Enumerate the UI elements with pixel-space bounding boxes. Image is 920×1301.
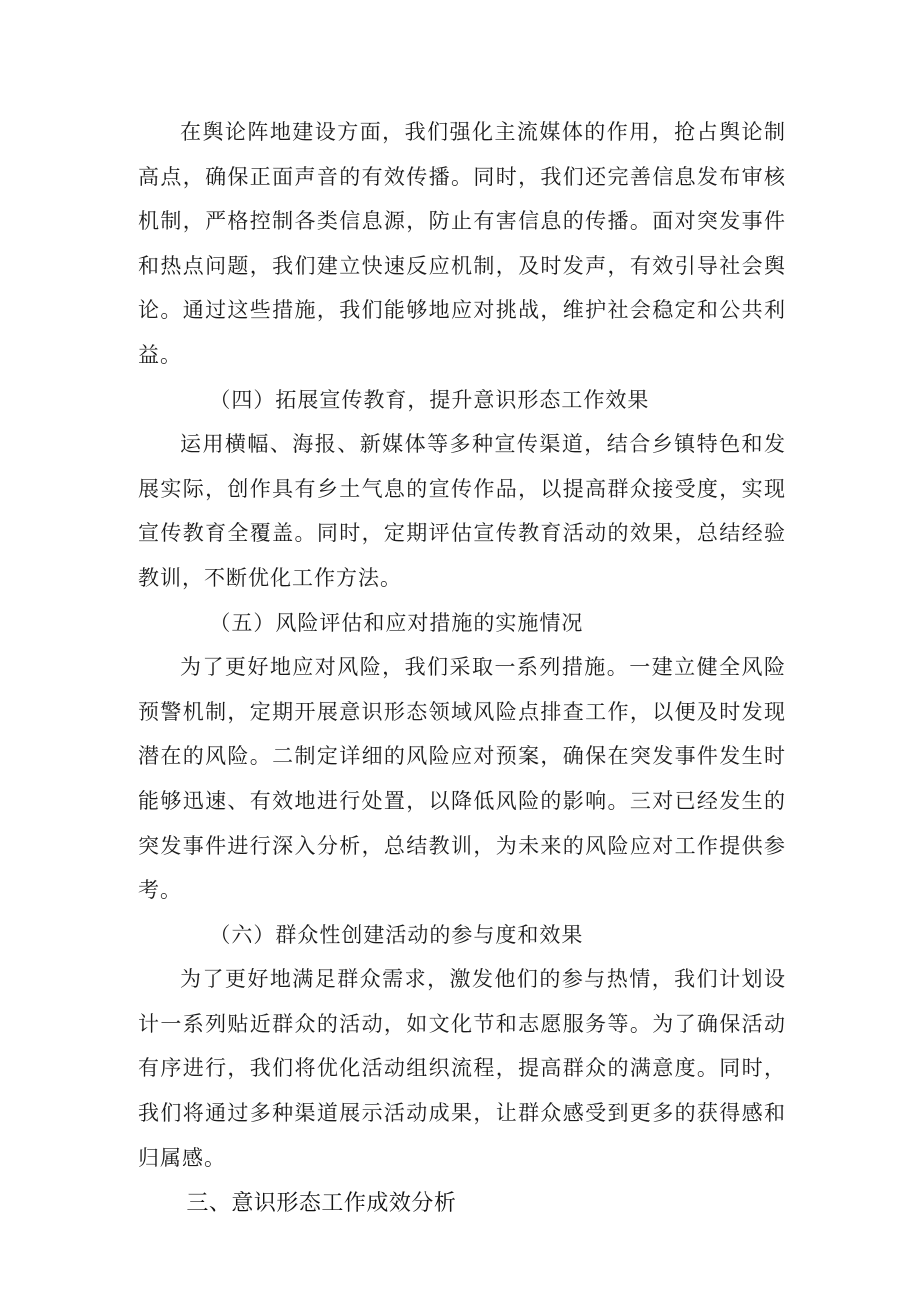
section-heading-effectiveness: 三、意识形态工作成效分析 — [186, 1191, 457, 1217]
subheading-risk-assessment: （五）风险评估和应对措施的实施情况 — [209, 610, 584, 635]
paragraph-public-opinion: 在舆论阵地建设方面，我们强化主流媒体的作用，抢占舆论制高点，确保正面声音的有效传播。同时，我们还完善信息发布审核机制，严格控制各类信息源，防止有害信息的传播。面对突发事件和热点问题，我们建立快速反应机制，及时发声，有效引导社会舆论。通过这些措施，我们能够地应对挑战，维护社会稳定和公共利益。 — [138, 120, 786, 367]
paragraph-mass-activities: 为了更好地满足群众需求，激发他们的参与热情，我们计划设计一系列贴近群众的活动，如文化节和志愿服务等。为了确保活动有序进行，我们将优化活动组织流程，提高群众的满意度。同时，我们将通过多种渠道展示活动成果，让群众感受到更多的获得感和归属感。 — [138, 967, 786, 1170]
subheading-mass-activities: （六）群众性创建活动的参与度和效果 — [209, 922, 584, 947]
paragraph-propaganda-education: 运用横幅、海报、新媒体等多种宣传渠道，结合乡镇特色和发展实际，创作具有乡土气息的宣传作品，以提高群众接受度，实现宣传教育全覆盖。同时，定期评估宣传教育活动的效果，总结经验教训，不断优化工作方法。 — [138, 432, 786, 590]
subheading-propaganda-education: （四）拓展宣传教育，提升意识形态工作效果 — [209, 387, 650, 412]
document-body — [138, 110, 786, 1227]
paragraph-risk-assessment: 为了更好地应对风险，我们采取一系列措施。一建立健全风险预警机制，定期开展意识形态领域风险点排查工作，以便及时发现潜在的风险。二制定详细的风险应对预案，确保在突发事件发生时能够迅速、有效地进行处置，以降低风险的影响。三对已经发生的突发事件进行深入分析，总结教训，为未来的风险应对工作提供参考。 — [138, 655, 786, 903]
